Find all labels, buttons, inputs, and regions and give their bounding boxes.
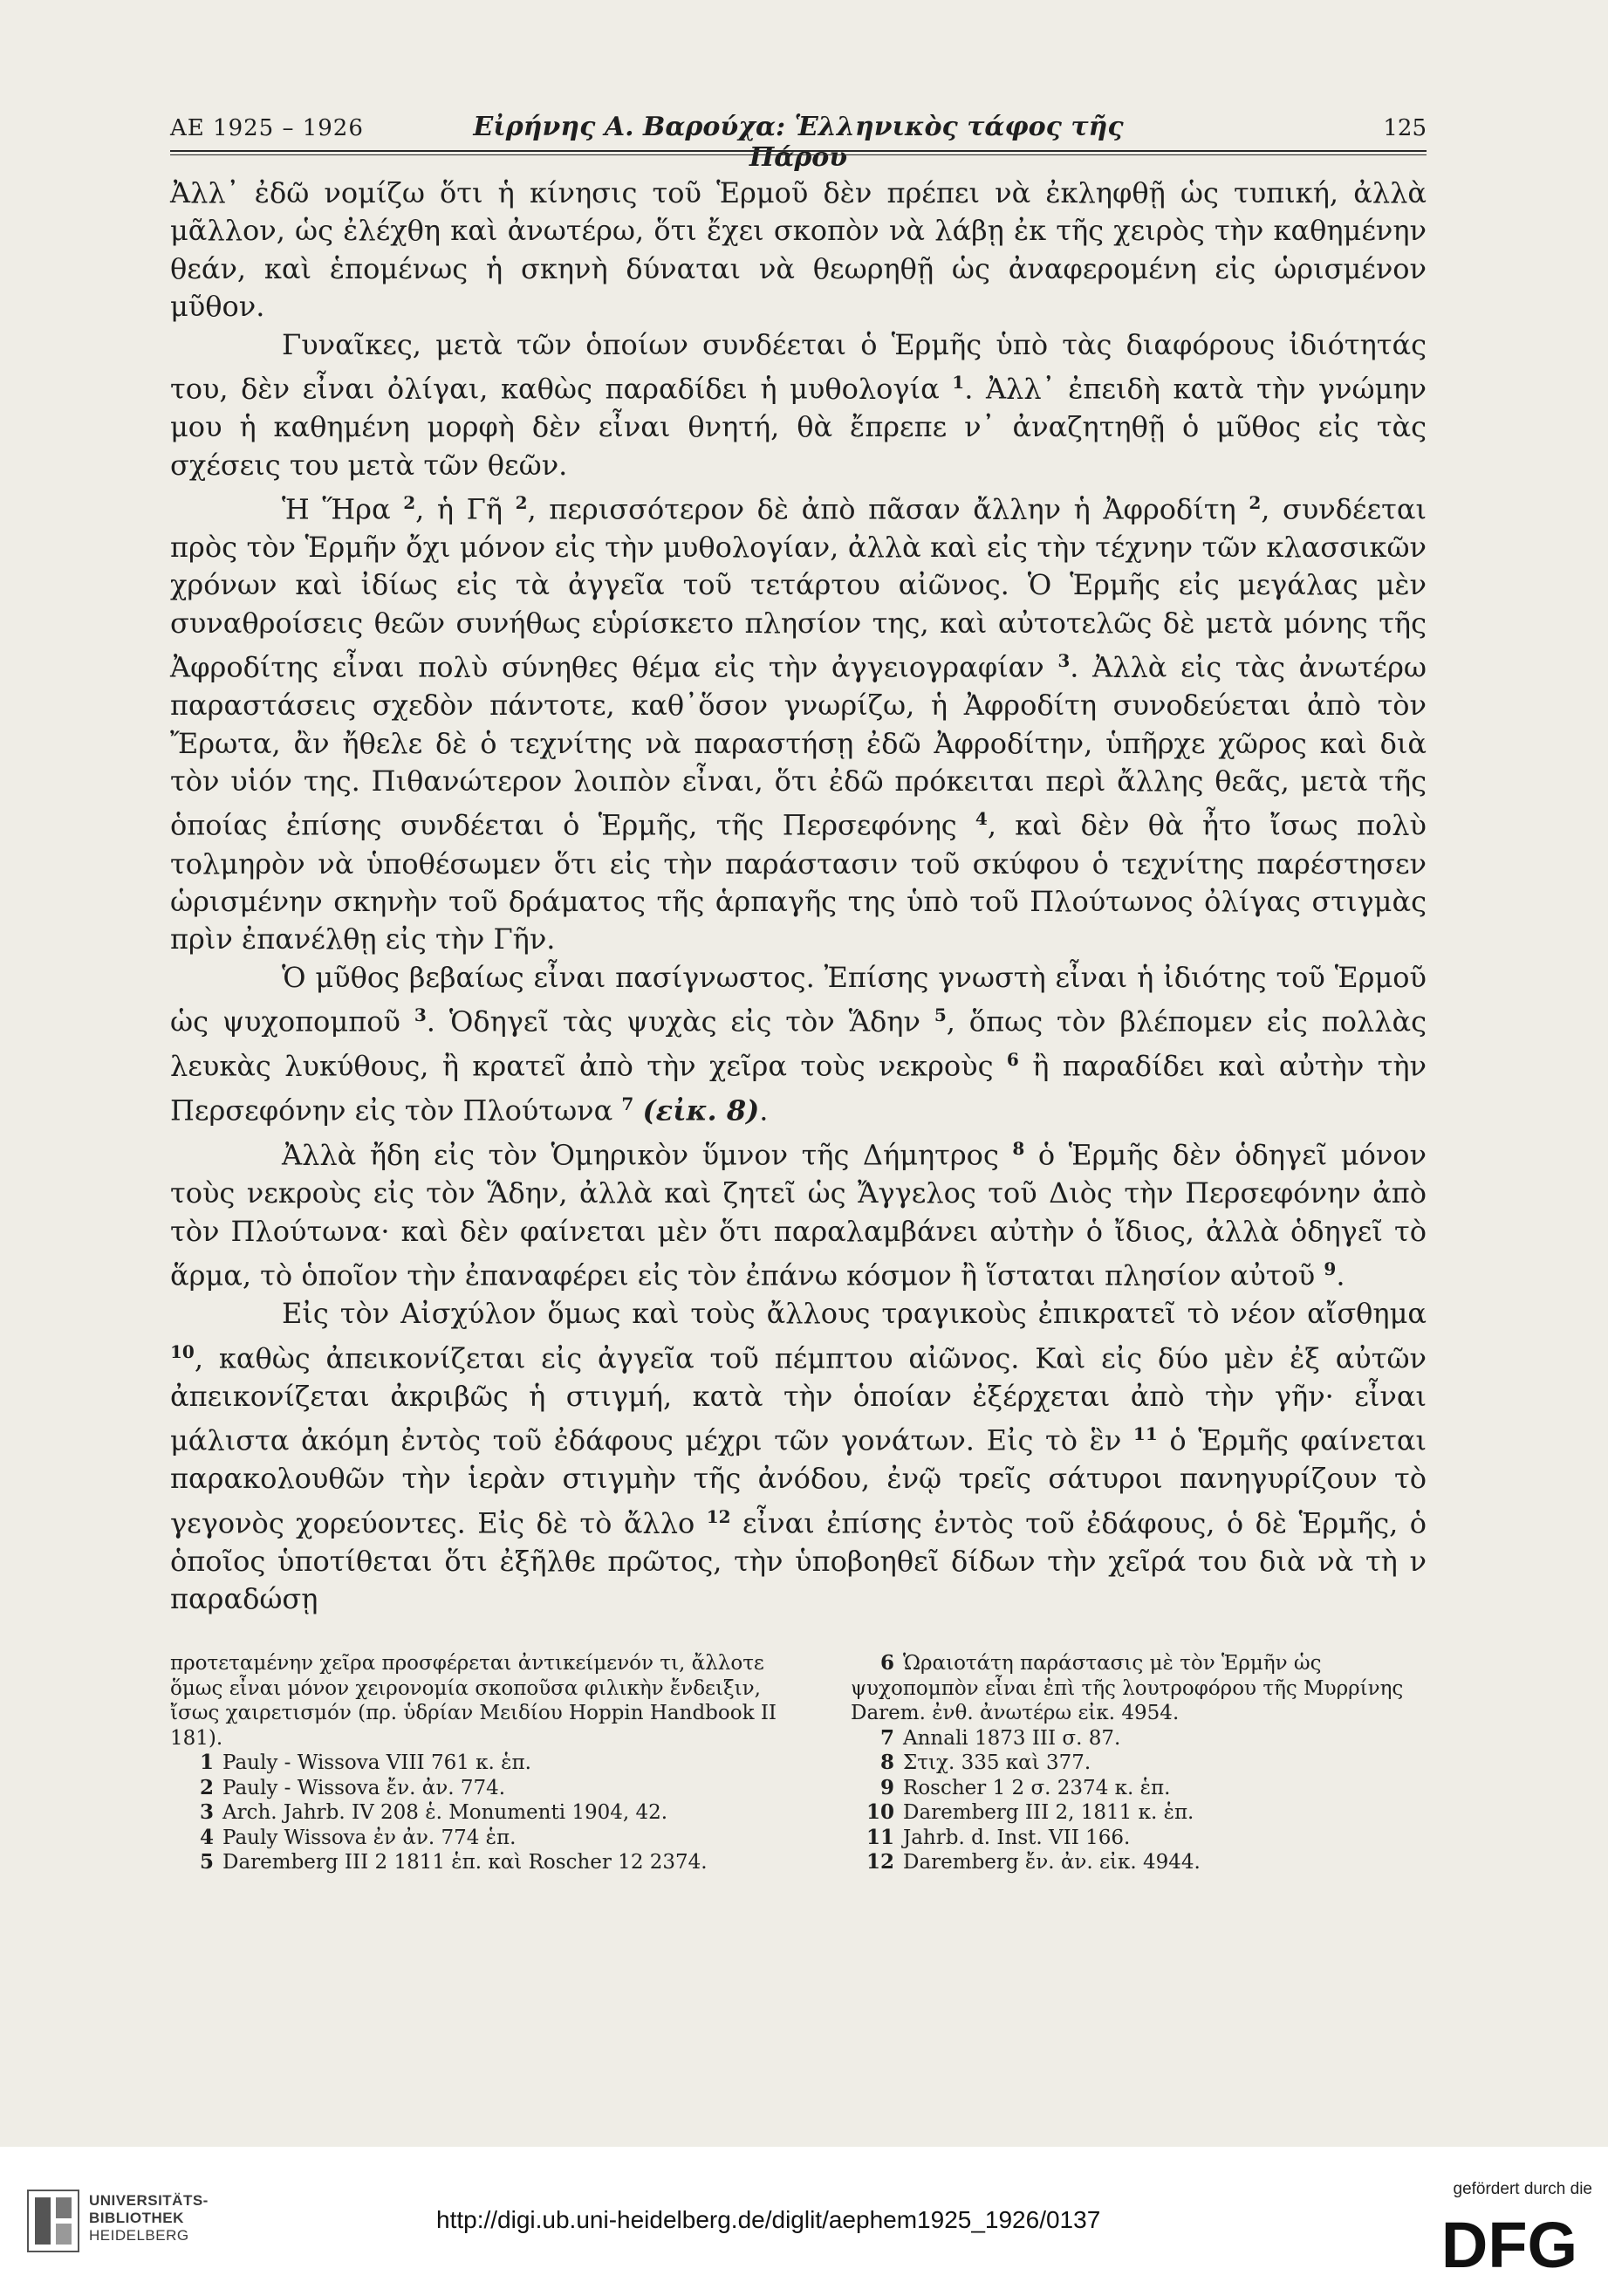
permalink-url[interactable]: http://digi.ub.uni-heidelberg.de/diglit/aephem1925_1926/0137 bbox=[436, 2206, 1101, 2233]
footnote-text: Daremberg ἔν. ἀν. εἰκ. 4944. bbox=[903, 1851, 1201, 1874]
funding-label: gefördert durch die bbox=[1453, 2180, 1592, 2198]
running-header bbox=[170, 112, 1427, 173]
article-title: Εἰρήνης Α. Βαρούχα: Ἑλληνικὸς τάφος τῆς Πάρου bbox=[473, 112, 1124, 173]
footnote-9 bbox=[851, 1776, 1427, 1801]
footnote-ref: 1 bbox=[952, 372, 965, 394]
footnote-ref: 11 bbox=[1132, 1423, 1158, 1445]
footnote-number: 2 bbox=[199, 1775, 214, 1799]
footnote-text: Roscher 1 2 σ. 2374 κ. ἑπ. bbox=[903, 1776, 1171, 1799]
dfg-funding bbox=[1409, 2180, 1592, 2279]
paragraph-1: Ἀλλ᾽ ἐδῶ νομίζω ὅτι ἡ κίνησις τοῦ Ἑρμοῦ δὲν πρέπει νὰ ἐκληφθῇ ὡς τυπική, ἀλλὰ μᾶλλον, ὡς ἐλέχθη καὶ ἀνωτέρω, ὅτι ἔχει σκοπὸν νὰ λάβῃ ἐκ τῆς χειρὸς τὴν καθημένην θεάν, καὶ ἑπομένως ἡ σκηνὴ δύναται νὰ θεωρηθῇ ὡς ἀναφερομένη εἰς ὡρισμένον μῦθον. bbox=[170, 176, 1427, 324]
university-library-logo bbox=[26, 2182, 218, 2269]
footnote-ref: 3 bbox=[1057, 650, 1071, 672]
footnote-ref: 2 bbox=[1249, 491, 1262, 513]
footnote-number: 9 bbox=[879, 1775, 894, 1799]
footnote-number: 10 bbox=[866, 1800, 894, 1824]
footnote-text: Arch. Jahrb. IV 208 ἑ. Monumenti 1904, 42. bbox=[222, 1801, 668, 1824]
footnote-ref: 5 bbox=[934, 1004, 947, 1026]
digitization-footer bbox=[0, 2147, 1608, 2296]
footnote-number: 4 bbox=[199, 1825, 214, 1849]
footnote-number: 11 bbox=[866, 1825, 894, 1849]
figure-reference: (εἰκ. 8) bbox=[642, 1093, 760, 1127]
university-line-1: UNIVERSITÄTS- bbox=[89, 2192, 209, 2209]
footnote-7 bbox=[851, 1726, 1427, 1751]
footnote-ref: 9 bbox=[1324, 1258, 1337, 1280]
dfg-logo-icon bbox=[1431, 2210, 1588, 2279]
footnote-ref: 4 bbox=[975, 808, 988, 830]
dfg-logo-text: DFG bbox=[1440, 2210, 1578, 2279]
footnote-text: Ὡραιοτάτη παράστασις μὲ τὸν Ἑρμῆν ὡς ψυχοπομπὸν εἶναι ἐπὶ τῆς λουτροφόρου τῆς Μυρρίνης Darem. ἐνθ. ἀνωτέρω εἰκ. 4954. bbox=[851, 1652, 1404, 1724]
footnote-number: 8 bbox=[879, 1751, 894, 1774]
header-rule bbox=[170, 150, 1427, 152]
footnote-1 bbox=[170, 1751, 781, 1776]
footnote-text: Daremberg III 2 1811 ἑπ. καὶ Roscher 12 2374. bbox=[222, 1851, 708, 1874]
footnote-number: 12 bbox=[866, 1850, 894, 1874]
footnote-number: 1 bbox=[199, 1751, 214, 1774]
footnote-ref: 8 bbox=[1012, 1138, 1025, 1160]
footnote-11 bbox=[851, 1826, 1427, 1851]
footnote-text: Jahrb. d. Inst. VII 166. bbox=[903, 1826, 1131, 1849]
footnote-text: Pauly - Wissova VIII 761 κ. ἑπ. bbox=[222, 1751, 531, 1774]
footnote-4 bbox=[170, 1826, 781, 1851]
main-text bbox=[170, 175, 1427, 1619]
footnote-number: 3 bbox=[199, 1800, 214, 1824]
footnote-ref: 10 bbox=[170, 1340, 195, 1362]
paragraph-2: Γυναῖκες, μετὰ τῶν ὁποίων συνδέεται ὁ Ἑρμῆς ὑπὸ τὰς διαφόρους ἰδιότητάς του, δὲν εἶναι ὀλίγαι, καθὼς παραδίδει ἡ μυθολογία $^1$. Ἀλλ᾽ ἐπειδὴ κατὰ τὴν γνώμην μου ἡ καθημένη μορφὴ δὲν εἶναι θνητή, θὰ ἔπρεπε ν᾽ ἀναζητηθῇ ὁ μῦθος εἰς τὰς σχέσεις του μετὰ τῶν θεῶν. bbox=[170, 327, 1427, 482]
paragraph-4: Ὁ μῦθος βεβαίως εἶναι πασίγνωστος. Ἐπίσης γνωστὴ εἶναι ἡ ἰδιότης τοῦ Ἑρμοῦ ὡς ψυχοπομποῦ $^3$. Ὁδηγεῖ τὰς ψυχὰς εἰς τὸν Ἅδην $^5$, ὅπως τὸν βλέπομεν εἰς πολλὰς λευκὰς λυκύθους, ἢ κρατεῖ ἀπὸ τὴν χεῖρα τοὺς νεκροὺς $^6$ ἢ παραδίδει καὶ αὐτὴν τὴν Περσεφόνην εἰς τὸν Πλούτωνα $^7$ (εἰκ. 8). bbox=[170, 960, 1427, 1127]
paragraph-6: Εἰς τὸν Αἰσχύλον ὅμως καὶ τοὺς ἄλλους τραγικοὺς ἐπικρατεῖ τὸ νέον αἴσθημα $^{10}$, καθὼς ἀπεικονίζεται εἰς ἀγγεῖα τοῦ πέμπτου αἰῶνος. Καὶ εἰς δύο μὲν ἐξ αὐτῶν ἀπεικονίζεται ἀκριβῶς ἡ στιγμή, κατὰ τὴν ὁποίαν ἐξέρχεται ἀπὸ τὴν γῆν· εἶναι μάλιστα ἀκόμη ἐντὸς τοῦ ἐδάφους μέχρι τῶν γονάτων. Εἰς τὸ ἓν $^{11}$ ὁ Ἑρμῆς φαίνεται παρακολουθῶν τὴν ἱερὰν στιγμὴν τῆς ἀνόδου, ἐνῷ τρεῖς σάτυροι πανηγυρίζουν τὸ γεγονὸς χορεύοντες. Εἰς δὲ τὸ ἄλλο $^{12}$ εἶναι ἐπίσης ἐντὸς τοῦ ἐδάφους, ὁ δὲ Ἑρμῆς, ὁ ὁποῖος ὑποτίθεται ὅτι ἐξῆλθε πρῶτος, τὴν ὑποβοηθεῖ δίδων τὴν χεῖρά του διὰ νὰ τὴ ν παραδώσῃ bbox=[170, 1297, 1427, 1616]
footnote-10 bbox=[851, 1800, 1427, 1826]
footnote-text: Στιχ. 335 καὶ 377. bbox=[903, 1751, 1091, 1774]
university-library-name bbox=[89, 2192, 209, 2245]
paragraph-5: Ἀλλὰ ἤδη εἰς τὸν Ὁμηρικὸν ὕμνον τῆς Δήμητρος $^8$ ὁ Ἑρμῆς δὲν ὁδηγεῖ μόνον τοὺς νεκροὺς εἰς τὸν Ἅδην, ἀλλὰ καὶ ζητεῖ ὡς Ἄγγελος τοῦ Διὸς τὴν Περσεφόνην ἀπὸ τὸν Πλούτωνα· καὶ δὲν φαίνεται μὲν ὅτι παραλαμβάνει αὐτὴν ὁ ἴδιος, ἀλλὰ ὁδηγεῖ τὸ ἅρμα, τὸ ὁποῖον τὴν ἐπαναφέρει εἰς τὸν ἐπάνω κόσμον ἢ ἵσταται πλησίον αὐτοῦ $^9$. bbox=[170, 1138, 1427, 1292]
library-logo-icon bbox=[26, 2189, 80, 2253]
footnote-number: 7 bbox=[879, 1725, 894, 1750]
footnote-ref: 7 bbox=[621, 1093, 634, 1115]
header-rule-thin bbox=[170, 154, 1427, 155]
footnote-5 bbox=[170, 1850, 781, 1875]
paragraph-3: Ἡ Ἥρα $^2$, ἡ Γῆ $^2$, περισσότερον δὲ ἀπὸ πᾶσαν ἄλλην ἡ Ἀφροδίτη $^2$, συνδέεται πρὸς τὸν Ἑρμῆν ὄχι μόνον εἰς τὴν μυθολογίαν, ἀλλὰ καὶ εἰς τὴν τέχνην τῶν κλασσικῶν χρόνων καὶ ἰδίως εἰς τὰ ἀγγεῖα τοῦ τετάρτου αἰῶνος. Ὁ Ἑρμῆς εἰς μεγάλας μὲν συναθροίσεις θεῶν συνήθως εὑρίσκετο πλησίον της, καὶ αὐτοτελῶς δὲ μετὰ μόνης τῆς Ἀφροδίτης εἶναι πολὺ σύνηθες θέμα εἰς τὴν ἀγγειογραφίαν $^3$. Ἀλλὰ εἰς τὰς ἀνωτέρω παραστάσεις σχεδὸν πάντοτε, καθ᾽ὅσον γνωρίζω, ἡ Ἀφροδίτη συνοδεύεται ἀπὸ τὸν Ἔρωτα, ἂν ἤθελε δὲ ὁ τεχνίτης νὰ παραστήσῃ ἐδῶ Ἀφροδίτην, ὑπῆρχε χῶρος καὶ διὰ τὸν υἱόν της. Πιθανώτερον λοιπὸν εἶναι, ὅτι ἐδῶ πρόκειται περὶ ἄλλης θεᾶς, μετὰ τῆς ὁποίας ἐπίσης συνδέεται ὁ Ἑρμῆς, τῆς Περσεφόνης $^4$, καὶ δὲν θὰ ἦτο ἴσως πολὺ τολμηρὸν νὰ ὑποθέσωμεν ὅτι εἰς τὴν παράστασιν τοῦ σκύφου ὁ τεχνίτης παρέστησεν ὡρισμένην σκηνὴν τοῦ δράματος τῆς ἁρπαγῆς της ὑπὸ τοῦ Πλούτωνος ὀλίγας στιγμὰς πρὶν ἐπανέλθῃ εἰς τὴν Γῆν. bbox=[170, 491, 1427, 956]
journal-volume: ΑΕ 1925 – 1926 bbox=[170, 115, 364, 141]
university-line-3: HEIDELBERG bbox=[89, 2227, 189, 2244]
footnote-text: Pauly - Wissova ἔν. ἀν. 774. bbox=[222, 1776, 506, 1799]
footnotes-left bbox=[170, 1651, 781, 1875]
footnote-text: Pauly Wissova ἐν ἀν. 774 ἑπ. bbox=[222, 1826, 517, 1849]
footnote-ref: 6 bbox=[1006, 1049, 1019, 1071]
page-number: 125 bbox=[1383, 115, 1427, 141]
footnotes-right bbox=[851, 1651, 1427, 1875]
footnote-ref: 2 bbox=[515, 491, 528, 513]
footnote-ref: 2 bbox=[403, 491, 416, 513]
footnote-text: Annali 1873 III σ. 87. bbox=[903, 1726, 1121, 1750]
footnote-ref: 3 bbox=[414, 1004, 427, 1026]
university-line-2: BIBLIOTHEK bbox=[89, 2210, 184, 2226]
footnote-number: 5 bbox=[199, 1850, 214, 1874]
footnote-continuation: προτεταμένην χεῖρα προσφέρεται ἀντικείμενόν τι, ἄλλοτε ὅμως εἶναι μόνον χειρονομία σκοποῦσα φιλικὴν ἔνδειξιν, ἴσως χαιρετισμόν (πρ. ὑδρίαν Μειδίου Hoppin Handbook II 181). bbox=[170, 1652, 777, 1750]
footnote-6 bbox=[851, 1651, 1427, 1726]
footnote-text: Daremberg III 2, 1811 κ. ἑπ. bbox=[903, 1801, 1194, 1824]
footnote-ref: 12 bbox=[706, 1505, 731, 1527]
footnote-8 bbox=[851, 1751, 1427, 1776]
footnote-number: 6 bbox=[879, 1651, 894, 1675]
footnote-12 bbox=[851, 1850, 1427, 1875]
footnote-2 bbox=[170, 1776, 781, 1801]
footnote-3 bbox=[170, 1800, 781, 1826]
